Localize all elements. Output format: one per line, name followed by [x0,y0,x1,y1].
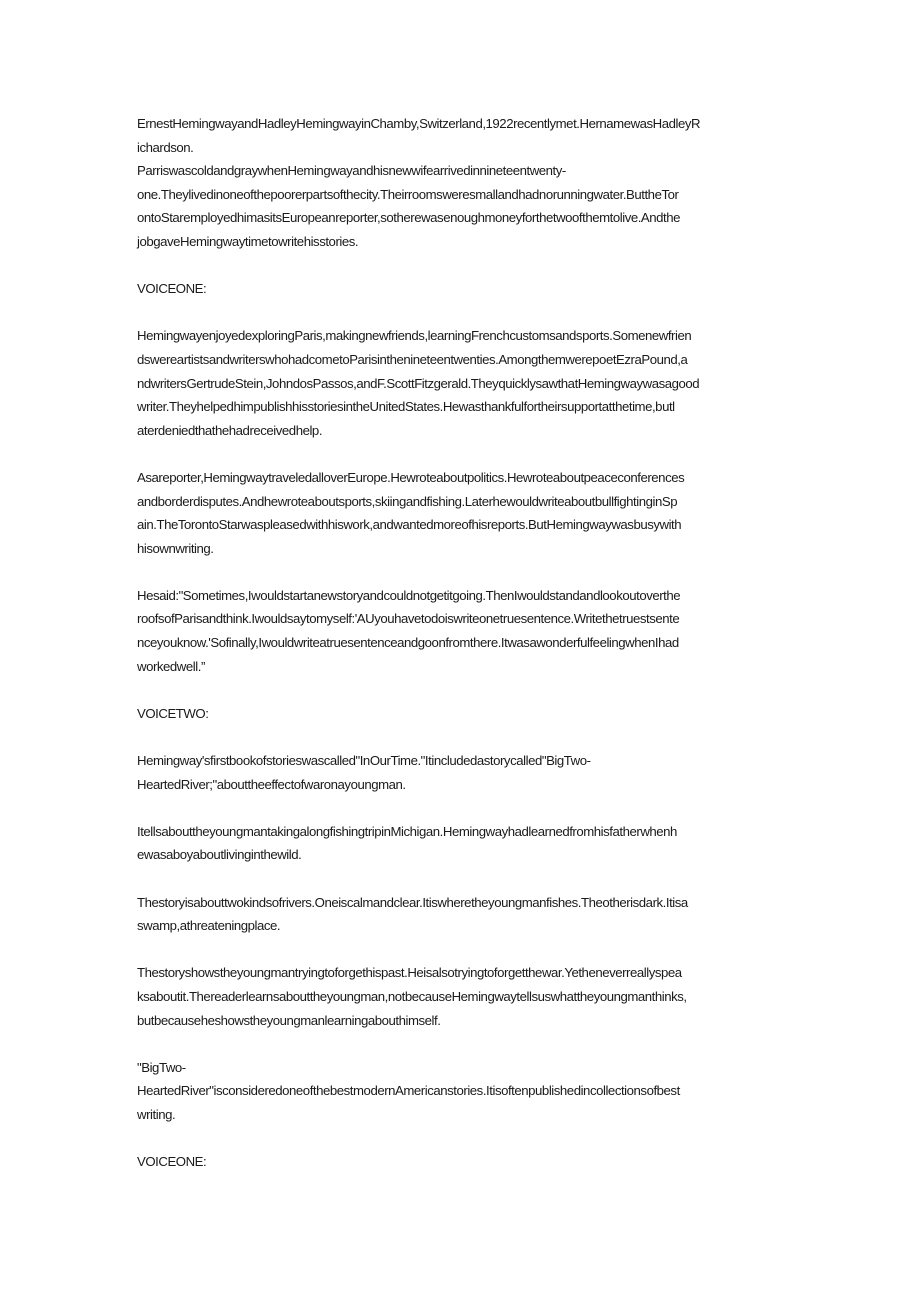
text-line: ErnestHemingwayandHadleyHemingwayinChamby,Switzerland,1922recentlymet.HernamewasHadleyR [137,116,701,131]
text-line: ontoStaremployedhimasitsEuropeanreporter,sotherewasenoughmoneyforthetwoofthemtolive.Andthe [137,210,681,226]
text-line: nceyouknow.'Sofinally,Iwouldwriteatruesentenceandgoonfromthere.ItwasawonderfulfeelingwhenIhad [137,635,679,651]
text-line: dswereartistsandwriterswhohadcometoParisinthenineteentwenties.AmongthemwerepoetEzraPound,a [137,351,688,367]
paragraph-7 [137,820,783,867]
text-line: ksaboutit.Thereaderlearnsabouttheyoungman,notbecauseHemingwaytellsuswhattheyoungmanthinks, [137,988,687,1004]
text-line: one.Theylivedinoneofthepoorerpartsofthecity.Theirroomsweresmallandhadnorunningwater.ButtheTor [137,186,679,202]
paragraph-8 [137,891,783,938]
paragraph-6 [137,749,783,796]
text-line: Hesaid:"Sometimes,Iwouldstartanewstoryandcouldnotgetitgoing.ThenIwouldstandandlookoutoverthe [137,587,681,603]
text-line: Thestoryshowstheyoungmantryingtoforgethispast.Heisalsotryingtoforgetthewar.Yetheneverreallyspea [137,965,682,981]
text-line: ichardson. [137,139,194,155]
paragraph-2 [137,159,783,253]
text-line: "BigTwo- [137,1059,186,1075]
text-line: HeartedRiver"isconsideredoneofthebestmodernAmericanstories.Itisoftenpublishedincollectionsofbest [137,1083,680,1099]
text-line: roofsofParisandthink.Iwouldsaytomyself:'AUyouhavetodoiswriteonetruesentence.Writethetruestsente [137,611,680,627]
text-line: jobgaveHemingwaytimetowritehisstories. [137,233,359,249]
text-line: ParriswascoldandgraywhenHemingwayandhisnewwifearrivedinnineteentwenty- [137,163,566,179]
speaker-heading: VOICEONE: [137,281,207,297]
text-line: HemingwayenjoyedexploringParis,makingnewfriends,learningFrenchcustomsandsports.Somenewfrien [137,328,692,344]
text-line: ewasaboyaboutlivinginthewild. [137,847,302,863]
text-line: ndwritersGertrudeStein,JohndosPassos,andF.ScottFitzgerald.TheyquicklysawthatHemingwaywasagood [137,375,700,391]
paragraph-9 [137,961,783,1032]
document-body [137,112,783,1197]
text-line: writing. [137,1106,176,1122]
speaker-heading: VOICETWO: [137,705,209,721]
text-line: Thestoryisabouttwokindsofrivers.Oneiscalmandclear.Itiswheretheyoungmanfishes.Theotherisdark.Itisa [137,894,688,910]
text-line: ItellsabouttheyoungmantakingalongfishingtripinMichigan.Hemingwayhadlearnedfromhisfatherwhenh [137,823,677,839]
text-line: swamp,athreateningplace. [137,918,281,934]
text-line: andborderdisputes.Andhewroteaboutsports,skiingandfishing.LaterhewouldwriteaboutbullfightinginSp [137,493,678,509]
text-line: butbecauseheshowstheyoungmanlearningabouthimself. [137,1012,441,1028]
text-line: Asareporter,HemingwaytraveledalloverEurope.Hewroteaboutpolitics.Hewroteaboutpeaceconferences [137,469,685,485]
paragraph-1 [137,112,783,159]
paragraph-3 [137,324,783,442]
paragraph-10 [137,1056,783,1127]
text-line: HeartedRiver;"abouttheeffectofwaronayoungman. [137,776,406,792]
paragraph-4 [137,466,783,560]
text-line: aterdeniedthathehadreceivedhelp. [137,422,323,438]
text-line: workedwell.” [137,658,205,674]
paragraph-5 [137,584,783,678]
text-line: Hemingway'sfirstbookofstorieswascalled"InOurTime."Itincludedastorycalled"BigTwo- [137,753,591,769]
text-line: hisownwriting. [137,540,214,556]
speaker-heading: VOICEONE: [137,1154,207,1170]
text-line: writer.TheyhelpedhimpublishhisstoriesintheUnitedStates.Hewasthankfulfortheirsupportatthetime,butl [137,399,675,415]
text-line: ain.TheTorontoStarwaspleasedwithhiswork,andwantedmoreofhisreports.ButHemingwaywasbusywith [137,517,682,533]
